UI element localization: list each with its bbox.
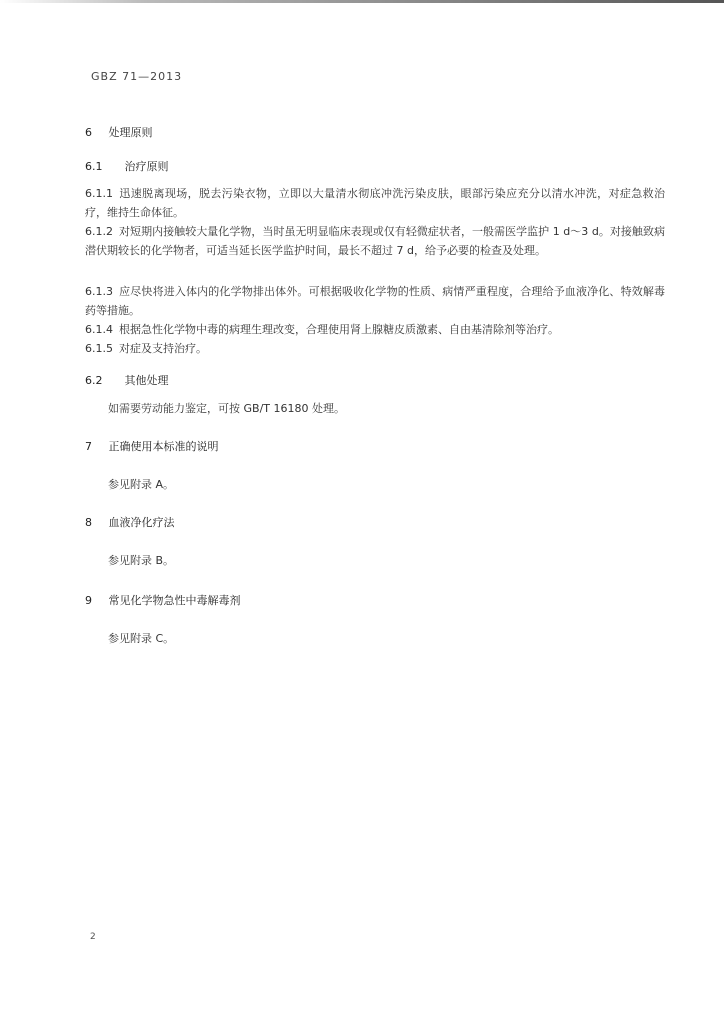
clause-text: 对症及支持治疗。 — [119, 342, 207, 355]
clause-text: 对短期内接触较大量化学物，当时虽无明显临床表现或仅有轻微症状者，一般需医学监护 1 d～3 d。对接触致病潜伏期较长的化学物者，可适当延长医学监护时间，最长不超过 7 d，给予必要的检查及处理。 — [85, 225, 665, 257]
clause-text: 根据急性化学物中毒的病理生理改变，合理使用肾上腺糖皮质激素、自由基清除剂等治疗。 — [119, 323, 559, 336]
clause-number: 6.1.4 — [85, 323, 113, 336]
section-8-heading — [85, 514, 175, 530]
section-6-2-heading — [85, 372, 169, 388]
clause-number: 6.1.3 — [85, 285, 113, 298]
section-title: 正确使用本标准的说明 — [108, 440, 219, 453]
document-code: GBZ 71—2013 — [91, 70, 183, 83]
section-title: 处理原则 — [108, 126, 153, 139]
clause-text: 应尽快将进入体内的化学物排出体外。可根据吸收化学物的性质、病情严重程度，合理给予血液净化、特效解毒药等措施。 — [85, 285, 665, 317]
section-8-text: 参见附录 B。 — [108, 554, 175, 567]
clause-number: 6.1.5 — [85, 342, 113, 355]
section-6-1-heading — [85, 158, 169, 174]
clause-6-1-3 — [85, 282, 665, 320]
section-number: 6.2 — [85, 374, 103, 387]
clause-6-1-5 — [85, 339, 665, 358]
section-number: 7 — [85, 440, 92, 453]
clause-number: 6.1.1 — [85, 187, 113, 200]
clause-text: 迅速脱离现场，脱去污染衣物，立即以大量清水彻底冲洗污染皮肤，眼部污染应充分以清水冲洗，对症急救治疗，维持生命体征。 — [85, 187, 665, 219]
clause-6-1-4 — [85, 320, 665, 339]
section-6-heading — [85, 124, 153, 140]
section-title: 治疗原则 — [124, 160, 169, 173]
section-number: 9 — [85, 594, 92, 607]
top-rule — [0, 0, 724, 3]
section-6-2-text: 如需要劳动能力鉴定，可按 GB/T 16180 处理。 — [108, 402, 345, 415]
page-number: 2 — [90, 932, 96, 942]
section-7-text: 参见附录 A。 — [108, 478, 175, 491]
clause-6-1-2 — [85, 222, 665, 260]
section-title: 其他处理 — [124, 374, 169, 387]
section-title: 血液净化疗法 — [108, 516, 175, 529]
section-title: 常见化学物急性中毒解毒剂 — [108, 594, 241, 607]
section-number: 8 — [85, 516, 92, 529]
clause-number: 6.1.2 — [85, 225, 113, 238]
section-9-heading — [85, 592, 241, 608]
section-7-heading — [85, 438, 219, 454]
clause-6-1-1 — [85, 184, 665, 222]
section-9-text: 参见附录 C。 — [108, 632, 175, 645]
section-number: 6.1 — [85, 160, 103, 173]
section-number: 6 — [85, 126, 92, 139]
